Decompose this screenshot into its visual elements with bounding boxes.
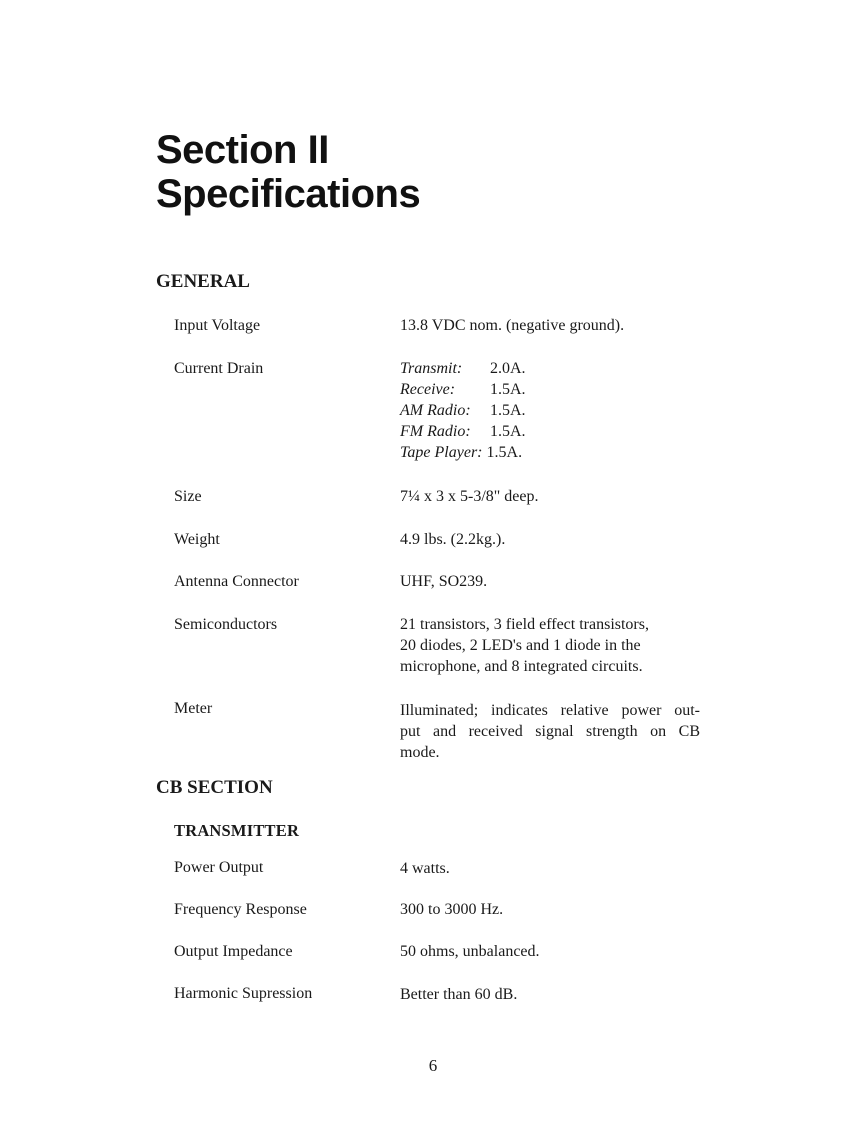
harmonic-supression-value: Better than 60 dB. xyxy=(400,986,518,1003)
semiconductors-value xyxy=(400,614,649,677)
drain-mode: AM Radio: xyxy=(400,402,471,419)
meter-value xyxy=(400,700,700,763)
output-impedance-label: Output Impedance xyxy=(174,943,293,960)
cb-section-heading: CB SECTION xyxy=(156,777,273,798)
current-drain-list xyxy=(400,358,526,463)
drain-amps: 2.0A. xyxy=(490,360,526,377)
current-drain-row xyxy=(400,379,526,400)
current-drain-row xyxy=(400,358,526,379)
power-output-value: 4 watts. xyxy=(400,860,450,877)
power-output-label: Power Output xyxy=(174,859,264,876)
title-line-2: Specifications xyxy=(156,172,421,216)
weight-value: 4.9 lbs. (2.2kg.). xyxy=(400,531,506,548)
current-drain-label: Current Drain xyxy=(174,360,264,377)
frequency-response-value: 300 to 3000 Hz. xyxy=(400,901,504,918)
meter-line: mode. xyxy=(400,744,440,761)
transmitter-heading: TRANSMITTER xyxy=(174,821,300,840)
semiconductors-line: microphone, and 8 integrated circuits. xyxy=(400,658,643,675)
drain-mode: Receive: xyxy=(400,381,456,398)
input-voltage-value: 13.8 VDC nom. (negative ground). xyxy=(400,317,625,334)
weight-label: Weight xyxy=(174,531,220,548)
drain-mode: Tape Player: xyxy=(400,444,483,461)
antenna-connector-label: Antenna Connector xyxy=(174,573,299,590)
current-drain-row xyxy=(400,442,526,463)
current-drain-row xyxy=(400,421,526,442)
meter-label: Meter xyxy=(174,700,213,717)
general-heading: GENERAL xyxy=(156,271,250,292)
current-drain-row xyxy=(400,400,526,421)
meter-line: put and received signal strength on CB xyxy=(400,723,700,740)
semiconductors-label: Semiconductors xyxy=(174,616,278,633)
harmonic-supression-label: Harmonic Supression xyxy=(174,985,313,1002)
drain-amps: 1.5A. xyxy=(486,444,523,461)
semiconductors-line: 21 transistors, 3 field effect transistors, xyxy=(400,616,649,633)
drain-amps: 1.5A. xyxy=(490,402,526,419)
drain-amps: 1.5A. xyxy=(490,381,526,398)
page-number: 6 xyxy=(428,1056,438,1075)
size-value: 7¼ x 3 x 5-3/8" deep. xyxy=(400,488,539,505)
page-title xyxy=(156,128,420,216)
input-voltage-label: Input Voltage xyxy=(174,317,261,334)
drain-amps: 1.5A. xyxy=(490,423,526,440)
title-line-1: Section II xyxy=(156,128,329,172)
output-impedance-value: 50 ohms, unbalanced. xyxy=(400,943,540,960)
semiconductors-line: 20 diodes, 2 LED's and 1 diode in the xyxy=(400,637,641,654)
drain-mode: Transmit: xyxy=(400,360,463,377)
drain-mode: FM Radio: xyxy=(400,423,471,440)
meter-line: Illuminated; indicates relative power out- xyxy=(400,702,700,719)
size-label: Size xyxy=(174,488,202,505)
antenna-connector-value: UHF, SO239. xyxy=(400,573,488,590)
frequency-response-label: Frequency Response xyxy=(174,901,307,918)
